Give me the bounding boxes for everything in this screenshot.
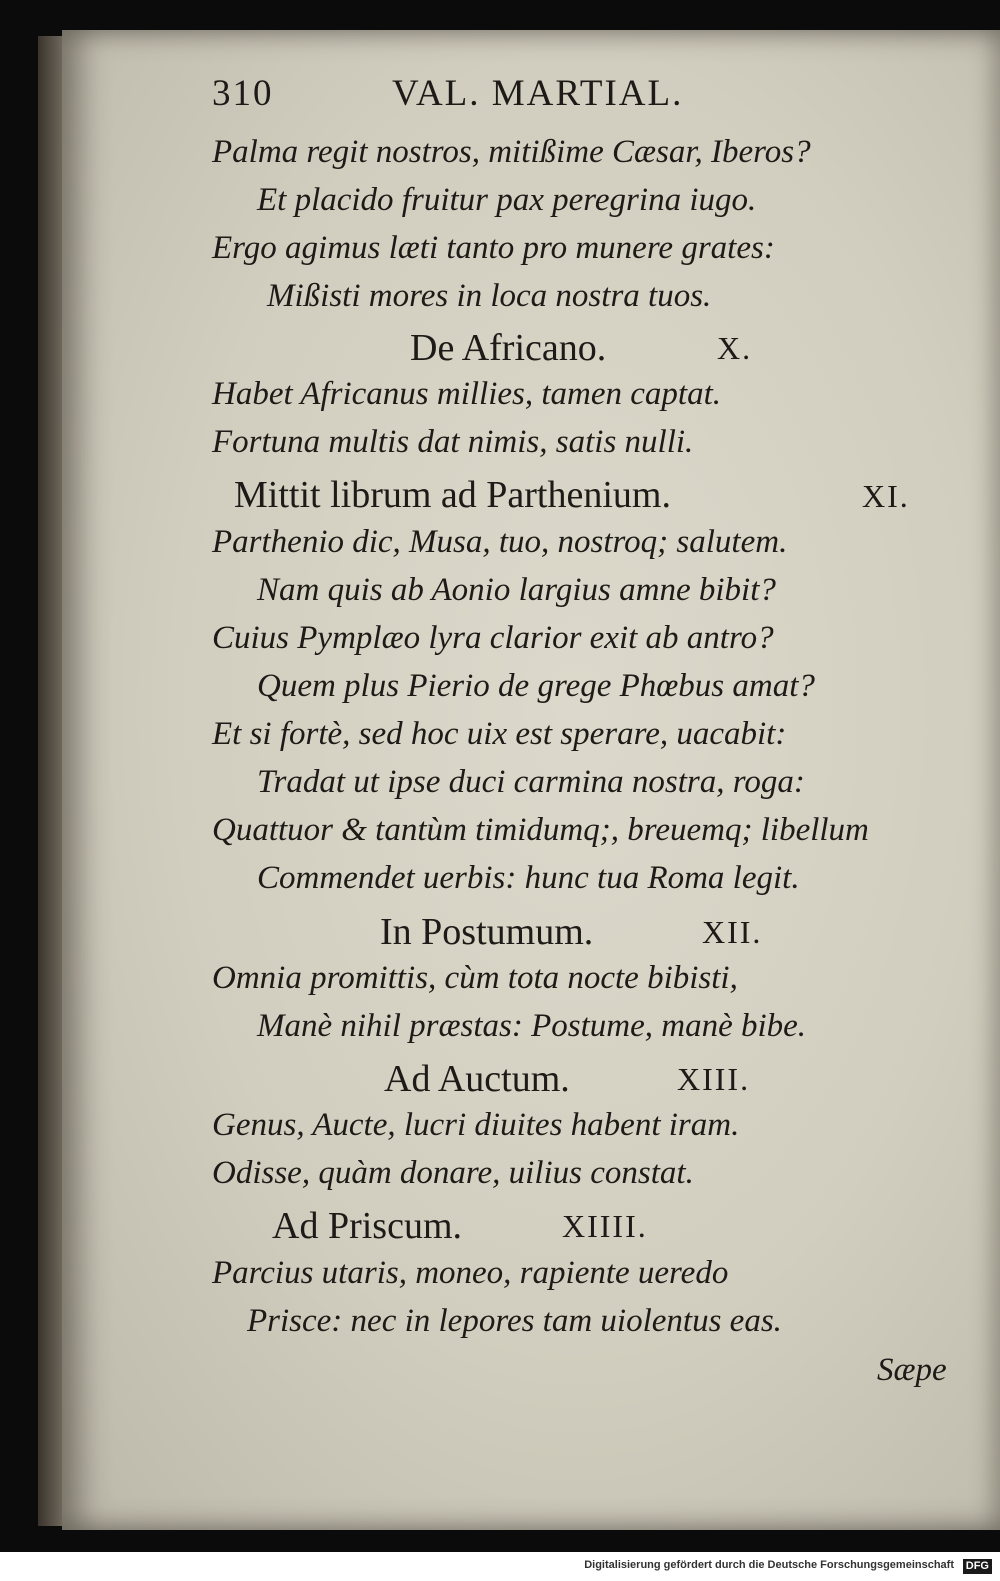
verse-line: Cuius Pymplæo lyra clarior exit ab antro?	[212, 620, 774, 656]
poem-title: Ad Priscum.	[272, 1205, 462, 1247]
verse-line: Quem plus Pierio de grege Phœbus amat?	[257, 668, 815, 704]
verse-line: Parthenio dic, Musa, tuo, nostroq; salutem.	[212, 524, 788, 560]
verse-line: Commendet uerbis: hunc tua Roma legit.	[257, 860, 800, 896]
verse-line: Mißisti mores in loca nostra tuos.	[267, 278, 712, 314]
book-page	[62, 30, 1000, 1530]
catchword: Sæpe	[877, 1352, 947, 1388]
poem-number: XIIII.	[562, 1208, 648, 1244]
poem-title: In Postumum.	[380, 911, 594, 953]
poem-number: XIII.	[677, 1061, 751, 1097]
poem-title: De Africano.	[410, 327, 607, 369]
verse-line: Genus, Aucte, lucri diuites habent iram.	[212, 1107, 740, 1143]
verse-line: Tradat ut ipse duci carmina nostra, roga:	[257, 764, 805, 800]
verse-line: Habet Africanus millies, tamen captat.	[212, 376, 722, 412]
poem-title: Mittit librum ad Parthenium.	[234, 474, 671, 516]
footer-bar	[0, 1552, 1000, 1581]
verse-line: Odisse, quàm donare, uilius constat.	[212, 1155, 694, 1191]
verse-line: Palma regit nostros, mitißime Cæsar, Iberos?	[212, 134, 811, 170]
verse-line: Quattuor & tantùm timidumq;, breuemq; libellum	[212, 812, 869, 848]
poem-number: XII.	[702, 914, 763, 950]
verse-line: Manè nihil præstas: Postume, manè bibe.	[257, 1008, 807, 1044]
running-title: VAL. MARTIAL.	[392, 73, 684, 114]
verse-line: Ergo agimus læti tanto pro munere grates:	[212, 230, 775, 266]
verse-line: Prisce: nec in lepores tam uiolentus eas.	[247, 1303, 782, 1339]
funding-note: Digitalisierung gefördert durch die Deutsche Forschungsgemeinschaft	[584, 1559, 954, 1571]
verse-line: Omnia promittis, cùm tota nocte bibisti,	[212, 960, 738, 996]
verse-line: Et si fortè, sed hoc uix est sperare, uacabit:	[212, 716, 787, 752]
page-number: 310	[212, 73, 274, 114]
verse-line: Parcius utaris, moneo, rapiente ueredo	[212, 1255, 729, 1291]
poem-number: XI.	[862, 478, 910, 514]
dfg-logo: DFG	[963, 1559, 992, 1574]
poem-title: Ad Auctum.	[384, 1058, 570, 1100]
verse-line: Fortuna multis dat nimis, satis nulli.	[212, 424, 694, 460]
poem-number: X.	[717, 330, 753, 366]
verse-line: Et placido fruitur pax peregrina iugo.	[257, 182, 757, 218]
verse-line: Nam quis ab Aonio largius amne bibit?	[257, 572, 776, 608]
